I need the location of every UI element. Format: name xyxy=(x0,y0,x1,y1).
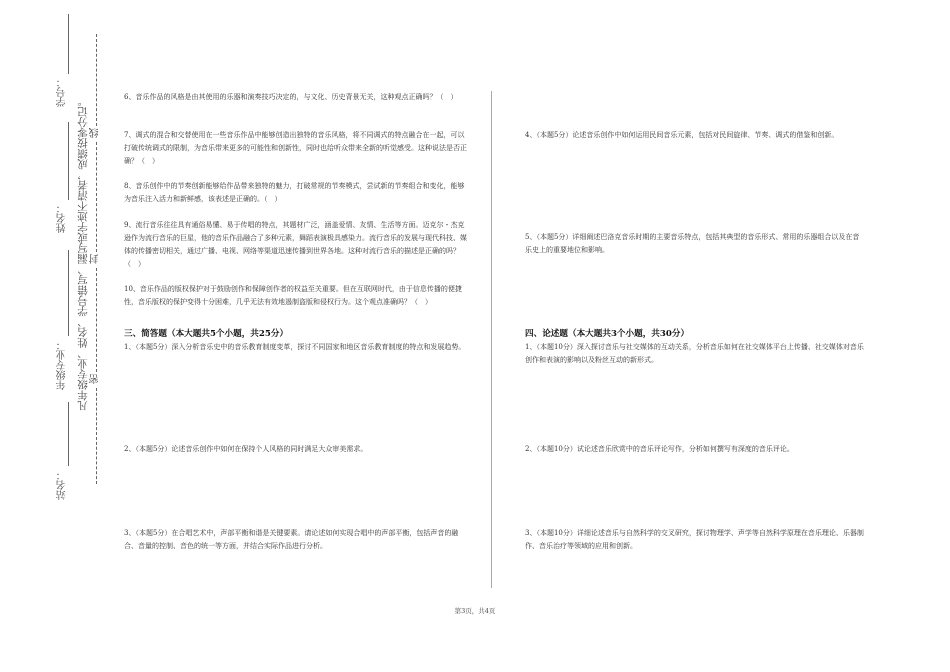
short-answer-5: 5、（本题5分）详细阐述巴洛克音乐时期的主要音乐特点，包括其典型的音乐形式、常用的乐器组合以及在音乐史上的重要地位和影响。 xyxy=(525,233,860,254)
station-label: 站名： xyxy=(57,470,68,500)
essay-1: 1、（本题10分）深入探讨音乐与社交媒体的互动关系，分析音乐如何在社交媒体平台上传播、社交媒体对音乐创作和表演的影响以及粉丝互动的新形式。 xyxy=(525,343,864,364)
grade-major-line xyxy=(68,250,69,336)
judgement-item-10: 10、音乐作品的版权保护对于鼓励创作和保障创作者的权益至关重要。但在互联网时代，由于信息传播的便捷性，音乐版权的保护变得十分困难，几乎无法有效地遏制盗版和侵权行为。这个观点准确吗？（ ） xyxy=(124,285,462,306)
right-column xyxy=(525,91,865,591)
seal-line-mid xyxy=(96,142,97,252)
section-3-title: 三、简答题（本大题共5个小题，共25分） xyxy=(124,329,289,339)
left-column xyxy=(124,91,468,591)
seal-mark-seal: 封 xyxy=(90,254,101,264)
short-answer-2: 2、（本题5分）论述音乐创作中如何在保持个人风格的同时满足大众审美需求。 xyxy=(124,445,368,453)
judgement-item-8: 8、音乐创作中的节奏创新能够给作品带来独特的魅力，打破常规的节奏模式，尝试新的节奏组合和变化，能够为音乐注入活力和新鲜感，该表述是正确的。（ ） xyxy=(124,182,465,203)
judgement-item-9: 9、流行音乐往往具有通俗易懂、易于传唱的特点，其题材广泛，涵盖爱情、友情、生活等方面。迈克尔・杰克逊作为流行音乐的巨星，他的音乐作品融合了多种元素，舞蹈表演极具感染力。流行音乐的发展与现代科技、媒体的传播密切相关，通过广播、电视、网络等渠道迅速传播到世界各地。这种对流行音乐的描述是正确的吗？（ ） xyxy=(124,221,467,268)
seal-mark-secret: 密 xyxy=(90,374,101,384)
judgement-item-7: 7、调式的混合和交替使用在一些音乐作品中能够创造出独特的音乐风格，将不同调式的特点融合在一起，可以打破传统调式的限制，为音乐带来更多的可能性和创新性，同时也给听众带来全新的听觉感受。这种说法是否正确？（ ） xyxy=(124,131,467,165)
seal-line-low xyxy=(96,268,97,372)
short-answer-3: 3、（本题5分）在合唱艺术中，声部平衡和谐是关键要素。请论述如何实现合唱中的声部平衡，包括声音的融合、音量的控制、音色的统一等方面，并结合实际作品进行分析。 xyxy=(124,529,459,550)
judgement-item-6: 6、音乐作品的风格是由其使用的乐器和演奏技巧决定的，与文化、历史背景无关，这种观点正确吗？（ ） xyxy=(124,93,458,101)
column-divider xyxy=(491,91,492,588)
name-label: 姓名： xyxy=(57,203,68,233)
essay-2: 2、（本题10分）试论述音乐欣赏中的音乐评论写作，分析如何撰写有深度的音乐评论。 xyxy=(525,445,794,453)
name-line xyxy=(68,122,69,200)
grade-major-label: 年级专业： xyxy=(57,340,68,390)
student-id-line xyxy=(68,14,69,74)
short-answer-4: 4、（本题5分）论述音乐创作中如何运用民间音乐元素，包括对民间旋律、节奏、调式的借鉴和创新。 xyxy=(525,131,839,139)
essay-3: 3、（本题10分）详细论述音乐与自然科学的交叉研究，探讨物理学、声学等自然科学原理在音乐理论、乐器制作、音乐治疗等领域的应用和创新。 xyxy=(525,529,864,550)
seal-mark-line: 线 xyxy=(90,128,101,138)
seal-note: 凡年级专业、姓名、学号错写、漏写或字迹不清者，成绩按零分记。 xyxy=(77,96,89,411)
station-line xyxy=(68,402,69,466)
seal-line-top xyxy=(96,34,97,126)
seal-line-bottom xyxy=(96,388,97,484)
student-id-label: 学号： xyxy=(57,77,68,107)
page-number: 第3页，共4页 xyxy=(454,607,496,615)
short-answer-1: 1、（本题5分）深入分析音乐史中的音乐教育制度变革，探讨不同国家和地区音乐教育制度的特点和发展趋势。 xyxy=(124,343,466,351)
section-4-title: 四、论述题（本大题共3个小题，共30分） xyxy=(525,329,690,339)
